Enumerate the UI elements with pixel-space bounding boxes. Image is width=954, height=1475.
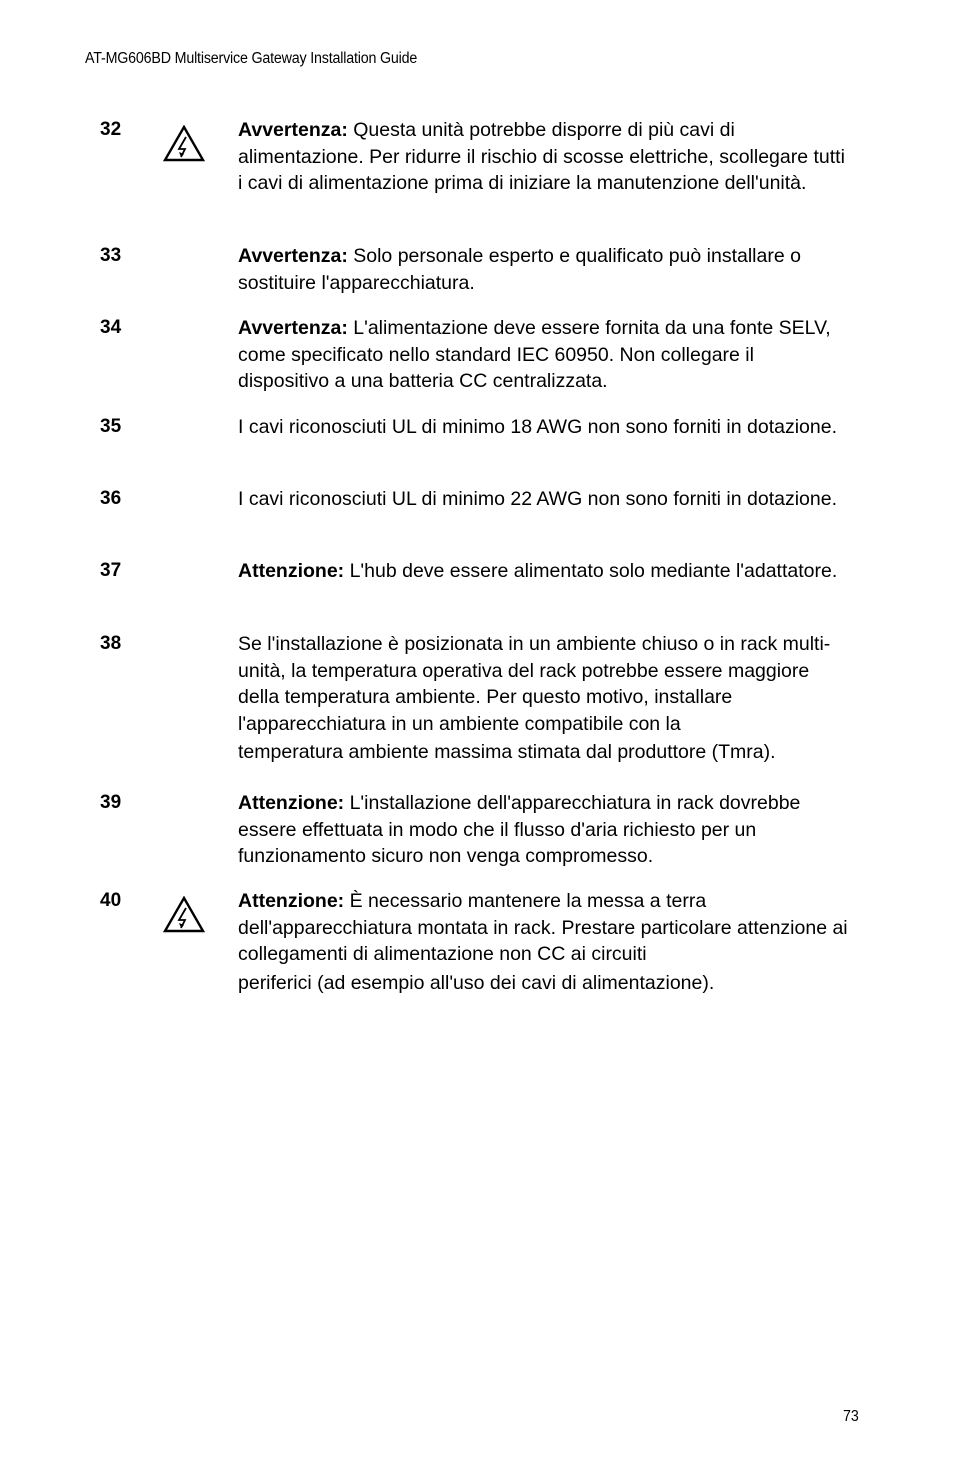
item-body: I cavi riconosciuti UL di minimo 18 AWG non sono forniti in dotazione. bbox=[238, 416, 838, 438]
item-body: I cavi riconosciuti UL di minimo 22 AWG non sono forniti in dotazione. bbox=[238, 488, 838, 510]
item-body: L'installazione dell'apparecchiatura in rack dovrebbe essere effettuata in modo che il flusso d'aria richiesto per un funzionamento sicuro non venga compromesso. bbox=[238, 792, 801, 867]
item-number: 39 bbox=[100, 792, 122, 813]
item-body: L'hub deve essere alimentato solo mediante l'adattatore. bbox=[349, 560, 838, 582]
item-text bbox=[238, 486, 850, 513]
warning-keyword: Avvertenza: bbox=[238, 317, 348, 339]
item-number: 40 bbox=[100, 890, 122, 911]
caution-keyword: Attenzione: bbox=[238, 792, 345, 814]
item-text bbox=[238, 315, 850, 395]
warning-keyword: Avvertenza: bbox=[238, 245, 348, 267]
item-number: 38 bbox=[100, 633, 122, 654]
item-number: 32 bbox=[100, 119, 122, 140]
item-body: Se l'installazione è posizionata in un ambiente chiuso o in rack multi-unità, la temperatura operativa del rack potrebbe essere maggiore della temperatura ambiente. Per questo motivo, installare l'apparecchiatura in un ambiente compatibile con la bbox=[238, 633, 831, 735]
electrical-hazard-warning-icon bbox=[163, 896, 205, 934]
item-text bbox=[238, 631, 850, 769]
running-header: AT-MG606BD Multiservice Gateway Installation Guide bbox=[85, 50, 418, 67]
item-number: 35 bbox=[100, 416, 122, 437]
item-body-last-line: temperatura ambiente massima stimata dal produttore (Tmra). bbox=[238, 741, 776, 763]
item-body: È necessario mantenere la messa a terra dell'apparecchiatura montata in rack. Prestare particolare attenzione ai collegamenti di alimentazione non CC ai circuiti bbox=[238, 890, 848, 965]
warning-keyword: Avvertenza: bbox=[238, 119, 348, 141]
item-text bbox=[238, 243, 850, 296]
item-number: 37 bbox=[100, 560, 122, 581]
item-body: Solo personale esperto e qualificato può installare o sostituire l'apparecchiatura. bbox=[238, 245, 801, 294]
item-body: L'alimentazione deve essere fornita da una fonte SELV, come specificato nello standard IEC 60950. Non collegare il dispositivo a una batteria CC centralizzata. bbox=[238, 317, 831, 392]
item-text bbox=[238, 558, 850, 585]
item-text bbox=[238, 117, 850, 197]
item-body-last-line: periferici (ad esempio all'uso dei cavi di alimentazione). bbox=[238, 971, 715, 994]
caution-keyword: Attenzione: bbox=[238, 560, 345, 582]
electrical-hazard-warning-icon bbox=[163, 125, 205, 163]
item-number: 34 bbox=[100, 317, 122, 338]
item-text bbox=[238, 790, 850, 870]
page-number: 73 bbox=[843, 1408, 859, 1425]
item-number: 33 bbox=[100, 245, 122, 266]
caution-keyword: Attenzione: bbox=[238, 890, 345, 912]
item-text bbox=[238, 414, 850, 441]
item-body: Questa unità potrebbe disporre di più cavi di alimentazione. Per ridurre il rischio di scosse elettriche, scollegare tutti i cavi di alimentazione prima di iniziare la manutenzione dell'unità. bbox=[238, 119, 845, 194]
item-text bbox=[238, 888, 850, 1000]
item-number: 36 bbox=[100, 488, 122, 509]
